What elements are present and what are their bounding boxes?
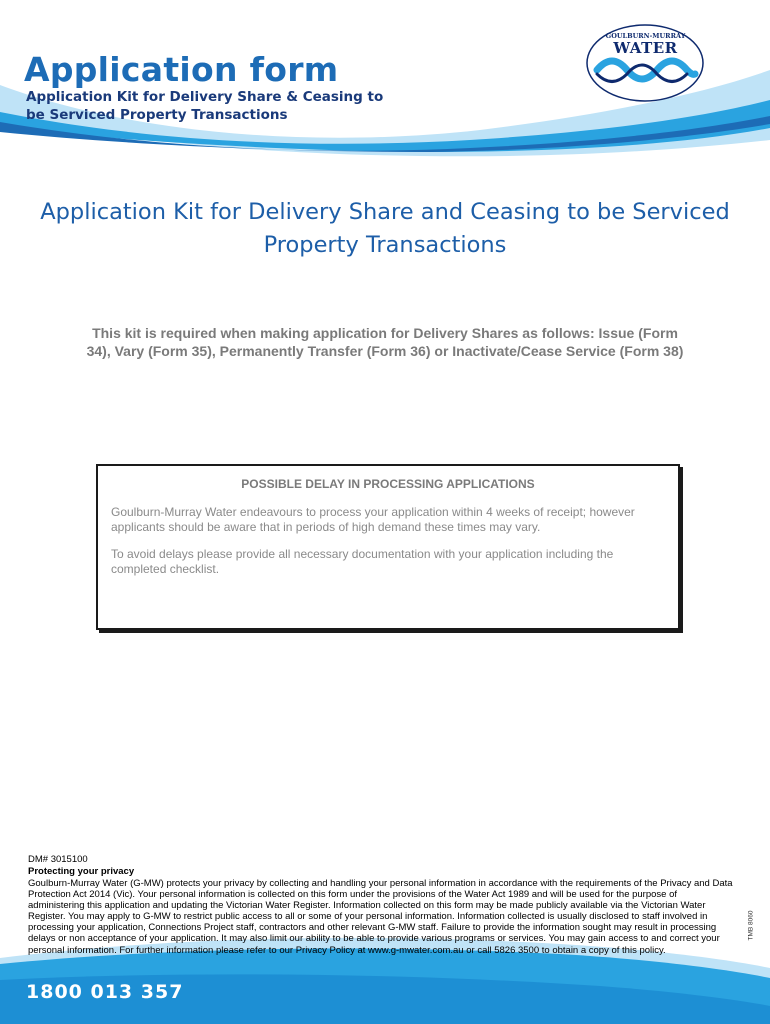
side-code: TMB 8060 xyxy=(747,910,755,941)
privacy-heading: Protecting your privacy xyxy=(28,866,135,877)
document-number: DM# 3015100 xyxy=(28,854,88,865)
intro-text: This kit is required when making application for Delivery Shares as follows: Issue (Form 34), Vary (Form 35), Permanently Transfer (Form 36) or Inactivate/Cease Service (Form 38) xyxy=(86,325,684,359)
header-title: Application form xyxy=(24,50,339,89)
notice-paragraph-1: Goulburn-Murray Water endeavours to process your application within 4 weeks of receipt; however applicants should be aware that in periods of high demand these times may vary. xyxy=(111,505,635,534)
privacy-statement: Goulburn-Murray Water (G-MW) protects your privacy by collecting and handling your personal information in accordance with the requirements of the Privacy and Data Protection Act 2014 (Vic). Your personal information is collected on this form under the provisions of the Water Act 1989 and will be used for the purpose of administering this application and updating the Victorian Water Register. Information collected on this form may be made publicly available via the Victorian Water Register. You may apply to G-MW to restrict public access to all or some of your personal information. Information collected is usually disclosed to staff involved in processing your application, Connections Project staff, contractors and other relevant G-MW staff. Failure to provide the information sought may result in processing delays or non acceptance of your application. It may also limit our ability to be able to provide various programs or services. You may gain access to and correct your personal information. For further information please refer to our Privacy Policy at www.g-mwater.com.au or call 5826 3500 to obtain a copy of this policy. xyxy=(28,878,733,956)
processing-delay-notice xyxy=(96,464,680,630)
logo-main-text: WATER xyxy=(613,39,678,57)
notice-title: POSSIBLE DELAY IN PROCESSING APPLICATIONS xyxy=(241,477,535,491)
notice-paragraph-2: To avoid delays please provide all necessary documentation with your application including the completed checklist. xyxy=(111,547,614,576)
goulburn-murray-water-logo xyxy=(583,22,708,104)
logo-top-text: GOULBURN-MURRAY xyxy=(605,32,686,40)
document-title: Application Kit for Delivery Share and Ceasing to be Serviced Property Transactions xyxy=(40,199,730,258)
phone-number[interactable]: 1800 013 357 xyxy=(26,981,184,1003)
header-subtitle: Application Kit for Delivery Share & Ceasing to be Serviced Property Transactions xyxy=(26,89,384,123)
